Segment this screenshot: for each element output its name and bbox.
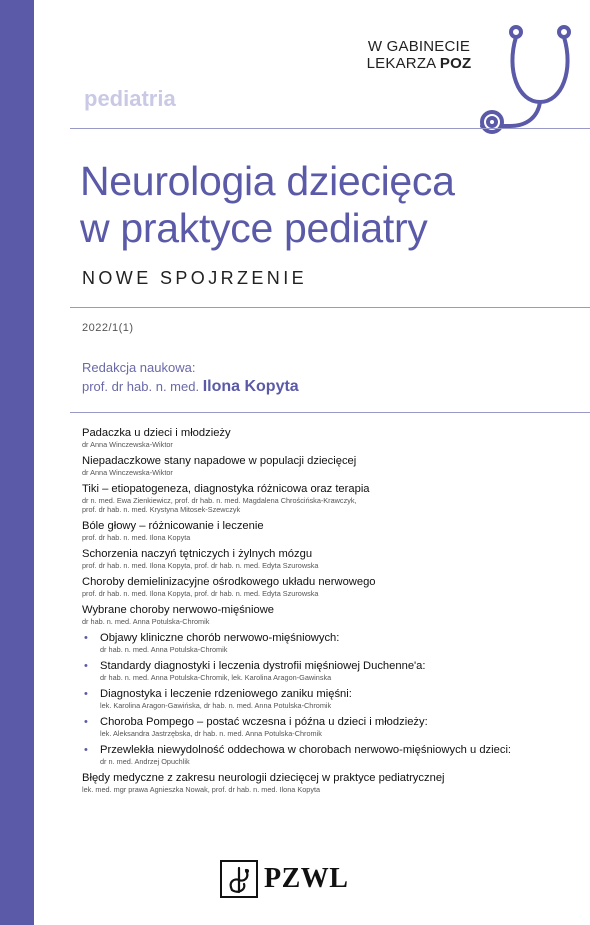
series-line-2: LEKARZA POZ xyxy=(366,55,472,72)
toc-item-authors: prof. dr hab. n. med. Krystyna Mitosek-Szewczyk xyxy=(82,505,241,514)
toc-item-title: Tiki – etiopatogeneza, diagnostyka różnicowa oraz terapia xyxy=(82,483,370,495)
bullet-icon: • xyxy=(84,688,88,700)
book-title-line-2: w praktyce pediatry xyxy=(80,205,428,251)
publisher-logo-icon xyxy=(220,860,258,898)
toc-sub-item-authors: dr hab. n. med. Anna Potulska-Chromik xyxy=(100,645,228,654)
toc-sub-item xyxy=(84,631,582,654)
toc-item-authors: dr hab. n. med. Anna Potulska-Chromik xyxy=(82,617,210,626)
table-of-contents xyxy=(82,426,582,799)
toc-sub-item xyxy=(84,659,582,682)
editor-label: Redakcja naukowa: xyxy=(82,360,196,375)
stethoscope-icon xyxy=(440,10,580,140)
toc-sub-item-authors: lek. Aleksandra Jastrzębska, dr hab. n. med. Anna Potulska-Chromik xyxy=(100,729,322,738)
publisher-brand xyxy=(220,860,348,898)
toc-item-authors: dr Anna Winczewska-Wiktor xyxy=(82,440,173,449)
left-accent-bar xyxy=(0,0,34,925)
book-title-line-1: Neurologia dziecięca xyxy=(80,158,455,204)
toc-item-title: Padaczka u dzieci i młodzieży xyxy=(82,427,231,439)
toc-item-title: Choroby demielinizacyjne ośrodkowego układu nerwowego xyxy=(82,576,376,588)
top-divider xyxy=(70,128,590,129)
editor-name: Ilona Kopyta xyxy=(202,378,299,395)
toc-sub-item-title: Przewlekła niewydolność oddechowa w chorobach nerwowo-mięśniowych u dzieci: xyxy=(100,744,512,756)
toc-item-authors: dr Anna Winczewska-Wiktor xyxy=(82,468,173,477)
toc-sub-item-title: Objawy kliniczne chorób nerwowo-mięśniowych: xyxy=(100,632,340,644)
editor-prefix: prof. dr hab. n. med. xyxy=(82,379,203,394)
toc-item-title: Schorzenia naczyń tętniczych i żylnych mózgu xyxy=(82,548,313,560)
toc-sub-item-authors: dr n. med. Andrzej Opuchlik xyxy=(100,757,190,766)
toc-sub-item xyxy=(84,743,582,766)
toc-item xyxy=(82,547,582,570)
series-line-1: W GABINECIE xyxy=(367,38,471,55)
toc-sub-item-title: Diagnostyka i leczenie rdzeniowego zaniku mięśni: xyxy=(100,688,352,700)
bullet-icon: • xyxy=(84,632,88,644)
book-title xyxy=(80,158,455,252)
toc-item xyxy=(82,603,582,626)
toc-item xyxy=(82,482,582,514)
toc-item-authors: dr n. med. Ewa Zienkiewicz, prof. dr hab. n. med. Magdalena Chrościńska-Krawczyk, xyxy=(82,496,357,505)
toc-item-title: Wybrane choroby nerwowo-mięśniowe xyxy=(82,604,275,616)
toc-item xyxy=(82,575,582,598)
toc-item xyxy=(82,454,582,477)
toc-item xyxy=(82,426,582,449)
toc-sub-item xyxy=(84,687,582,710)
toc-sub-item-authors: lek. Karolina Aragon-Gawińska, dr hab. n. med. Anna Potulska-Chromik xyxy=(100,701,332,710)
bullet-icon: • xyxy=(84,744,88,756)
toc-sub-item-title: Standardy diagnostyki i leczenia dystrofii mięśniowej Duchenne'a: xyxy=(100,660,426,672)
toc-item-title: Bóle głowy – różnicowanie i leczenie xyxy=(82,520,264,532)
issue-number: 2022/1(1) xyxy=(82,322,134,334)
editor-line xyxy=(82,378,299,396)
subtitle-divider xyxy=(70,307,590,308)
bullet-icon: • xyxy=(84,716,88,728)
toc-item-authors: prof. dr hab. n. med. Ilona Kopyta xyxy=(82,533,191,542)
bullet-icon: • xyxy=(84,660,88,672)
editor-divider xyxy=(70,412,590,413)
toc-item-title: Niepadaczkowe stany napadowe w populacji dziecięcej xyxy=(82,455,357,467)
toc-sub-item-authors: dr hab. n. med. Anna Potulska-Chromik, lek. Karolina Aragon-Gawinska xyxy=(100,673,332,682)
toc-item-title: Błędy medyczne z zakresu neurologii dziecięcej w praktyce pediatrycznej xyxy=(82,772,445,784)
toc-item-authors: prof. dr hab. n. med. Ilona Kopyta, prof. dr hab. n. med. Edyta Szurowska xyxy=(82,561,319,570)
domain-label: pediatria xyxy=(84,86,176,111)
publisher-name: PZWL xyxy=(264,863,349,894)
book-subtitle: NOWE SPOJRZENIE xyxy=(82,268,308,288)
toc-item-authors: lek. med. mgr prawa Agnieszka Nowak, prof. dr hab. n. med. Ilona Kopyta xyxy=(82,785,321,794)
toc-item-authors: prof. dr hab. n. med. Ilona Kopyta, prof. dr hab. n. med. Edyta Szurowska xyxy=(82,589,319,598)
toc-sub-item-title: Choroba Pompego – postać wczesna i późna u dzieci i młodzieży: xyxy=(100,716,428,728)
toc-sub-item xyxy=(84,715,582,738)
toc-item xyxy=(82,519,582,542)
toc-item xyxy=(82,771,582,794)
